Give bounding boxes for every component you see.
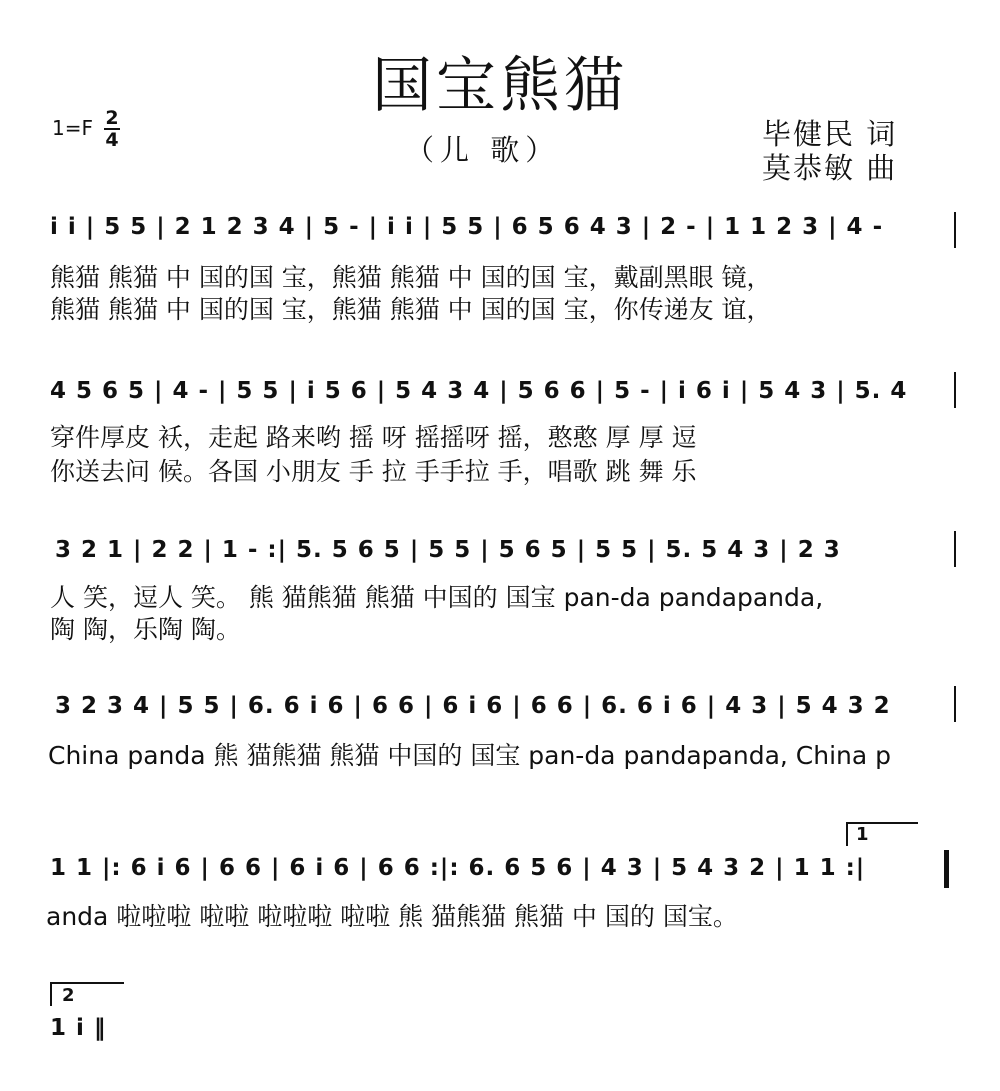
score-notes-line-6: 1 i ‖	[50, 1015, 107, 1041]
second-ending-number: 2	[62, 985, 75, 1006]
barline-system-3-end	[954, 531, 956, 567]
lyrics-line-2-verse-1: 穿件厚皮 袄，走起 路来哟 摇 呀 摇摇呀 摇，憨憨 厚 厚 逗	[50, 423, 697, 452]
lyrics-line-1-verse-1: 熊猫 熊猫 中 国的国 宝，熊猫 熊猫 中 国的国 宝，戴副黑眼 镜，	[50, 263, 772, 292]
barline-system-4-end	[954, 686, 956, 722]
score-notes-line-2: 4 5 6 5 | 4 - | 5 5 | i 5 6 | 5 4 3 4 | 5 6 6 | 5 - | i 6 i | 5 4 3 | 5. 4	[50, 378, 908, 404]
time-signature-top: 2	[105, 107, 119, 129]
key-signature: 1=F	[52, 116, 93, 140]
score-notes-line-3: 3 2 1 | 2 2 | 1 - :| 5. 5 6 5 | 5 5 | 5 6 5 | 5 5 | 5. 5 4 3 | 2 3	[55, 537, 841, 563]
lyrics-line-3-verse-1: 人 笑，逗人 笑。 熊 猫熊猫 熊猫 中国的 国宝 pan-da pandapanda,	[50, 583, 824, 612]
lyrics-line-5-verse-1: anda 啦啦啦 啦啦 啦啦啦 啦啦 熊 猫熊猫 熊猫 中 国的 国宝。	[46, 902, 738, 931]
score-notes-line-1: i i | 5 5 | 2 1 2 3 4 | 5 - | i i | 5 5 | 6 5 6 4 3 | 2 - | 1 1 2 3 | 4 -	[50, 214, 884, 240]
lyrics-line-1-verse-2: 熊猫 熊猫 中 国的国 宝，熊猫 熊猫 中 国的国 宝，你传递友 谊，	[50, 295, 772, 324]
lyrics-line-4-verse-1: China panda 熊 猫熊猫 熊猫 中国的 国宝 pan-da pandapanda, China p	[48, 741, 892, 770]
time-signature	[104, 108, 120, 150]
final-repeat-barline	[944, 850, 949, 888]
lyricist-credit: 毕健民 词	[762, 117, 898, 151]
composer-credit: 莫恭敏 曲	[762, 151, 898, 185]
barline-system-2-end	[954, 372, 956, 408]
lyrics-line-3-verse-2: 陶 陶，乐陶 陶。	[50, 615, 241, 644]
song-subtitle: （儿 歌）	[405, 133, 561, 167]
score-notes-line-4: 3 2 3 4 | 5 5 | 6. 6 i 6 | 6 6 | 6 i 6 | 6 6 | 6. 6 i 6 | 4 3 | 5 4 3 2	[55, 693, 891, 719]
lyrics-line-2-verse-2: 你送去问 候。各国 小朋友 手 拉 手手拉 手，唱歌 跳 舞 乐	[50, 457, 697, 486]
song-title: 国宝熊猫	[372, 51, 628, 121]
score-notes-line-5: 1 1 |: 6 i 6 | 6 6 | 6 i 6 | 6 6 :|: 6. 6 5 6 | 4 3 | 5 4 3 2 | 1 1 :|	[50, 855, 866, 881]
barline-system-1-end	[954, 212, 956, 248]
time-signature-bottom: 4	[105, 129, 119, 151]
first-ending-number: 1	[856, 824, 869, 845]
